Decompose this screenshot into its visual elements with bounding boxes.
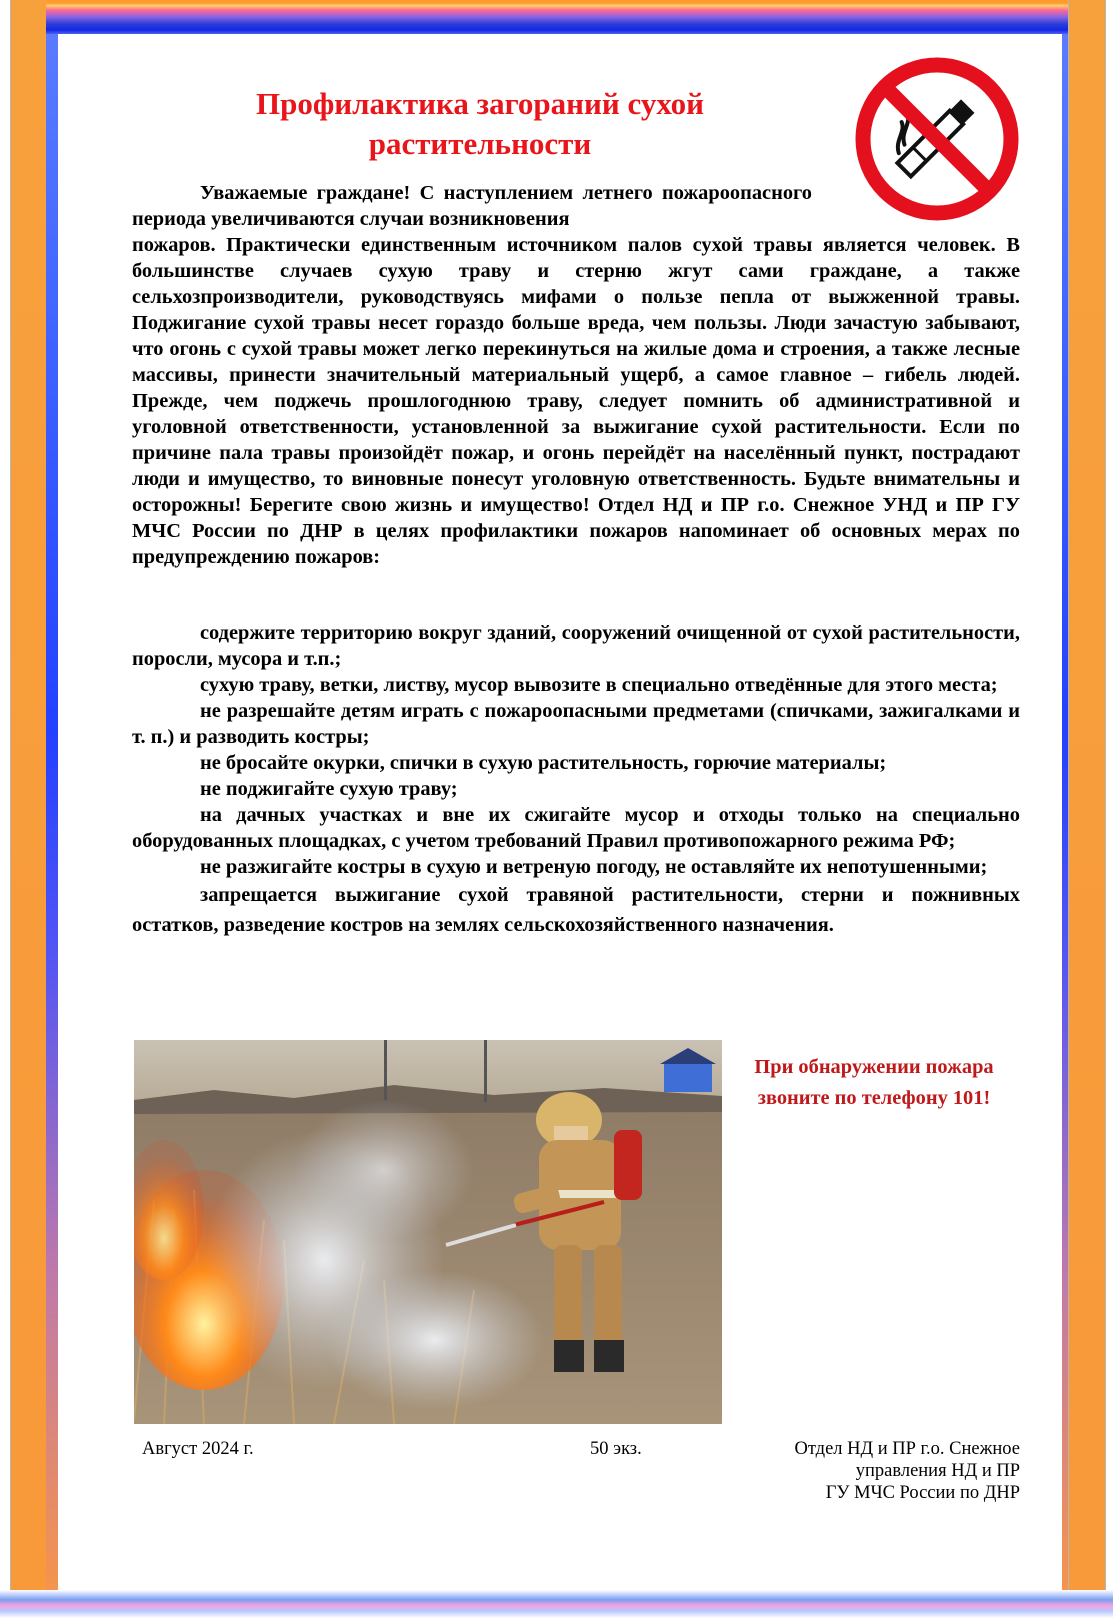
measure-item: содержите территорию вокруг зданий, сооружений очищенной от сухой растительности, поросли, мусора и т.п.; [132, 622, 1020, 670]
frame-top-band [46, 0, 1068, 34]
publisher-line3: ГУ МЧС России по ДНР [825, 1483, 1020, 1503]
issue-date: Август 2024 г. [142, 1439, 254, 1459]
call-line1: При обнаружении пожара [754, 1056, 994, 1078]
measure-item: на дачных участках и вне их сжигайте мусор и отходы только на специально оборудованных площадках, с учетом требований Правил противопожарного режима РФ; [132, 804, 1020, 852]
frame-bottom-band [0, 1590, 1113, 1618]
intro-first-lines: Уважаемые граждане! С наступлением летнего пожароопасного периода увеличиваются случаи возникновения [132, 182, 812, 230]
publisher-line2: управления НД и ПР [855, 1461, 1020, 1481]
call-notice [724, 1052, 1024, 1114]
measure-item: не разжигайте костры в сухую и ветреную погоду, не оставляйте их непотушенными; [200, 856, 988, 878]
frame-right-bar [1068, 0, 1106, 1590]
publisher-line1: Отдел НД и ПР г.о. Снежное [794, 1439, 1020, 1459]
measure-item: сухую траву, ветки, листву, мусор вывозите в специально отведённые для этого места; [200, 674, 998, 696]
firefighter-photo [134, 1040, 722, 1424]
publisher-org [740, 1438, 1020, 1504]
print-run: 50 экз. [590, 1439, 642, 1459]
page-title: Профилактика загораний сухой растительности [255, 86, 705, 161]
frame-left-bar [10, 0, 48, 1590]
measure-item: запрещается выжигание сухой травяной растительности, стерни и пожнивных остатков, разведение костров на землях сельскохозяйственного назначения. [132, 884, 1020, 936]
intro-paragraph [132, 180, 1020, 570]
prevention-measures [132, 620, 1020, 940]
measure-item: не бросайте окурки, спички в сухую растительность, горючие материалы; [200, 752, 887, 774]
call-line2: звоните по телефону 101! [757, 1087, 991, 1109]
intro-rest: пожаров. Практически единственным источником палов сухой травы является человек. В большинстве случаев сухую траву и стерню жгут сами граждане, а также сельхозпроизводители, руководствуясь мифами о пользе пепла от выжженной травы. Поджигание сухой травы несет гораздо больше вреда, чем пользы. Люди зачастую забывают, что огонь с сухой травы может легко перекинуться на жилые дома и строения, а также лесные массивы, принести значительный материальный ущерб, а самое главное – гибель людей. Прежде, чем поджечь прошлогоднюю траву, следует помнить об административной и уголовной ответственности, установленной за выжигание сухой растительности. Если по причине пала травы произойдёт пожар, и огонь перейдёт на населённый пункт, пострадают люди и имущество, то виновные понесут уголовную ответственность. Будьте внимательны и осторожны! Берегите свою жизнь и имущество! Отдел НД и ПР г.о. Снежное УНД и ПР ГУ МЧС России по ДНР в целях профилактики пожаров напоминает об основных мерах по предупреждению пожаров: [132, 234, 1020, 568]
measure-item: не разрешайте детям играть с пожароопасными предметами (спичками, зажигалками и т. п.) и разводить костры; [132, 700, 1020, 748]
measure-item: не поджигайте сухую траву; [200, 778, 458, 800]
